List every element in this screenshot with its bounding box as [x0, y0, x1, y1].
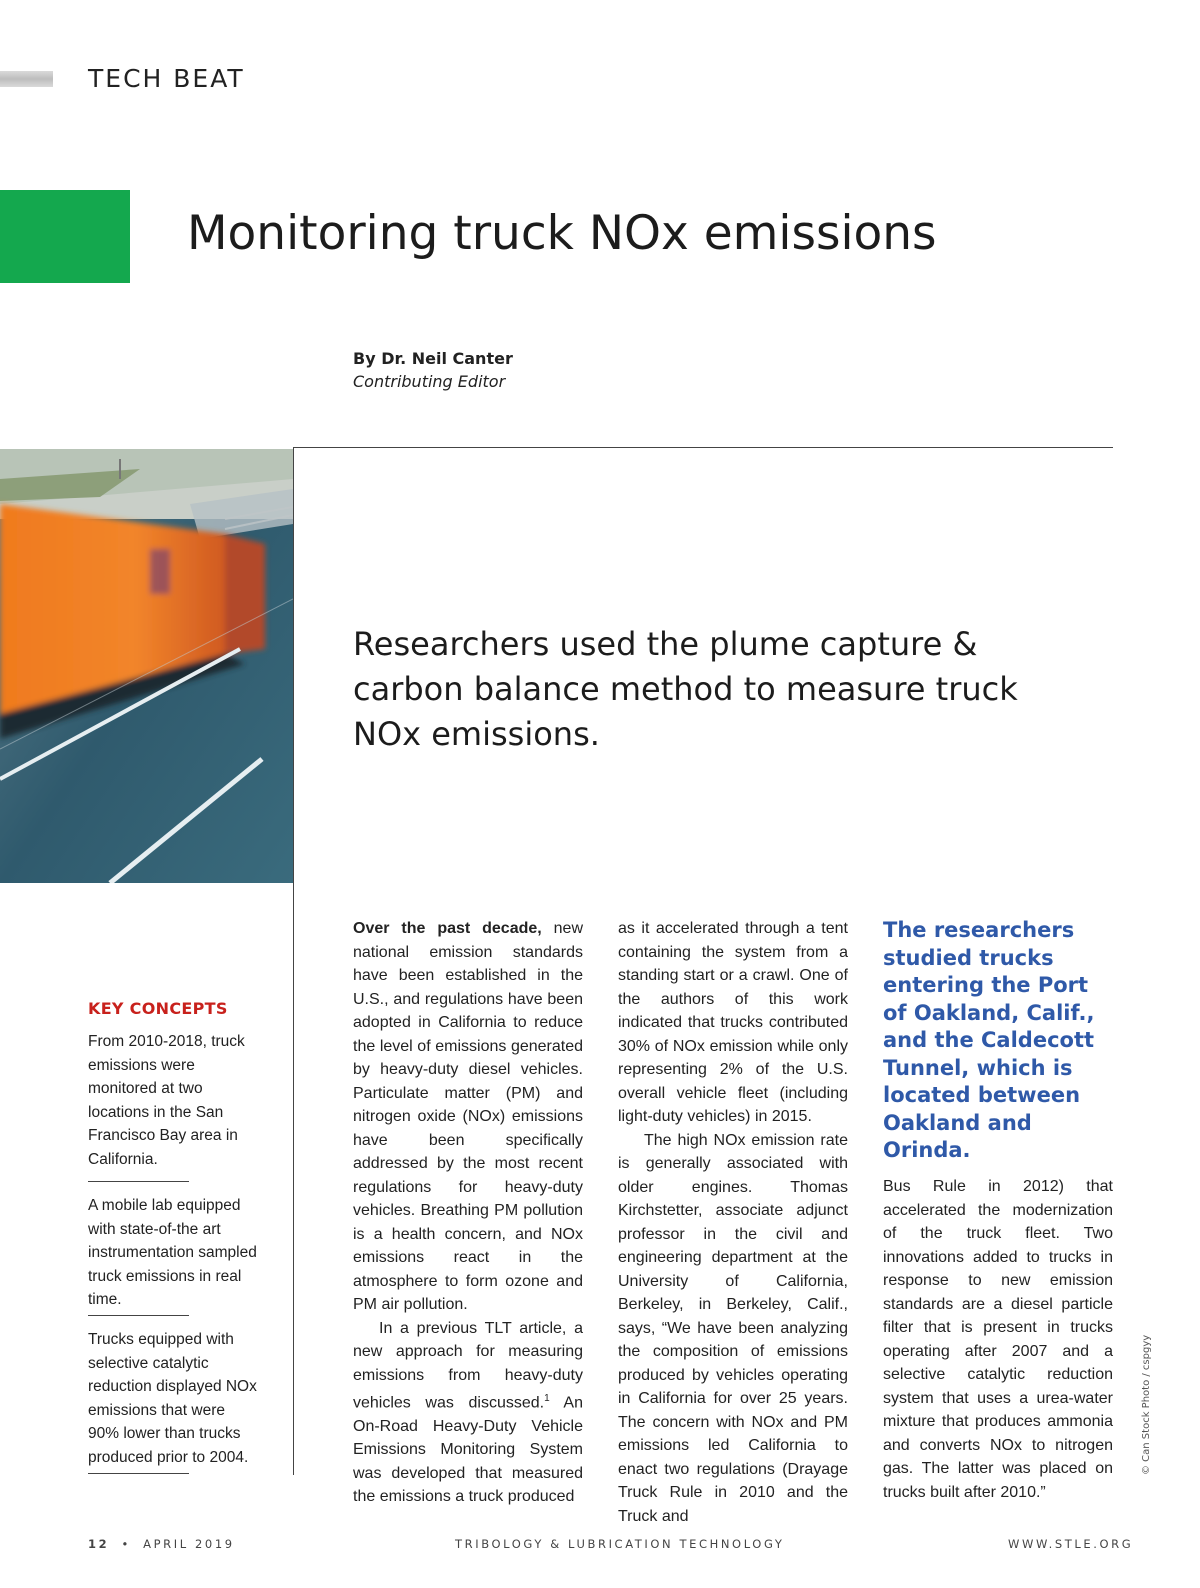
article-title: Monitoring truck NOx emissions — [187, 206, 937, 261]
photo-credit: © Can Stock Photo / cspgyy — [1141, 1334, 1152, 1475]
body-paragraph: Bus Rule in 2012) that accelerated the modernization of the truck fleet. Two innovations added to trucks in response to new emission standards are a diesel particle filter that is present in trucks operating after 2007 and a selective catalytic reduction system that uses a urea-water mixture that produces ammonia and converts NOx to nitrogen gas. The latter was placed on trucks built after 2010.” — [883, 1178, 1113, 1501]
body-lead-in: Over the past decade, — [353, 920, 542, 937]
body-paragraph: The high NOx emission rate is generally associated with older engines. Thomas Kirchstetter, associate adjunct professor in the civil and engineering department at the University of California, Berkeley, in Berkeley, Calif., says, “We have been analyzing the composition of emissions produced by vehicles operating in California for over 25 years. The concern with NOx and PM emissions led California to enact two regulations (Drayage Truck Rule in 2010 and the Truck and — [618, 1131, 848, 1525]
footnote-reference: 1 — [544, 1393, 550, 1404]
body-paragraph: An On-Road Heavy-Duty Vehicle Emissions Monitoring System was developed that measured the emissions a truck produced — [353, 1394, 583, 1506]
key-concept-item: A mobile lab equipped with state-of-the art instrumentation sampled truck emissions in real time. — [88, 1197, 257, 1308]
horizontal-divider — [293, 447, 1113, 448]
pull-quote: The researchers studied trucks entering the Port of Oakland, Calif., and the Caldecott Tunnel, which is located between Oakland and Orinda. — [883, 918, 1095, 1162]
page-number: 12 — [88, 1537, 110, 1551]
body-paragraph: In a previous TLT article, a new approach for measuring emissions from heavy-duty vehicles was discussed. — [353, 1319, 583, 1412]
publication-name: TRIBOLOGY & LUBRICATION TECHNOLOGY — [455, 1537, 785, 1551]
key-concept-divider — [88, 1473, 189, 1474]
key-concept-item: From 2010-2018, truck emissions were monitored at two locations in the San Francisco Bay area in California. — [88, 1033, 245, 1168]
section-label: TECH BEAT — [88, 64, 245, 93]
body-paragraph: new national emission standards have been established in the U.S., and regulations have been adopted in California to reduce the level of emissions generated by heavy-duty diesel vehicles. Particulate matter (PM) and nitrogen oxide (NOx) emissions have been specifically addressed by the most recent regulations for heavy-duty vehicles. Breathing PM pollution is a health concern, and NOx emissions react in the atmosphere to form ozone and PM air pollution. — [353, 920, 583, 1313]
key-concept-divider — [88, 1181, 189, 1182]
vertical-divider — [293, 447, 294, 1475]
key-concepts-heading: KEY CONCEPTS — [88, 999, 228, 1018]
website-url: WWW.STLE.ORG — [1008, 1537, 1134, 1551]
footer-left — [88, 1537, 235, 1551]
author-byline: By Dr. Neil Canter — [353, 349, 513, 368]
body-column-1 — [353, 917, 583, 1509]
key-concept-item: Trucks equipped with selective catalytic reduction displayed NOx emissions that were 90% lower than trucks produced prior to 2004. — [88, 1331, 257, 1466]
body-paragraph: as it accelerated through a tent containing the system from a standing start or a crawl. One of the authors of this work indicated that trucks contributed 30% of NOx emission while only representing 2% of the U.S. overall vehicle fleet (including light-duty vehicles) in 2015. — [618, 920, 848, 1125]
body-column-3 — [883, 1175, 1113, 1504]
title-accent-block — [0, 190, 130, 283]
body-column-2 — [618, 917, 848, 1528]
author-role: Contributing Editor — [353, 372, 506, 391]
truck-photo — [0, 449, 293, 883]
key-concept-divider — [88, 1315, 189, 1316]
section-marker-bar — [0, 71, 53, 87]
issue-date: APRIL 2019 — [143, 1537, 235, 1551]
article-deck: Researchers used the plume capture & carbon balance method to measure truck NOx emissions. — [353, 625, 1018, 753]
footer-separator: • — [121, 1537, 131, 1551]
